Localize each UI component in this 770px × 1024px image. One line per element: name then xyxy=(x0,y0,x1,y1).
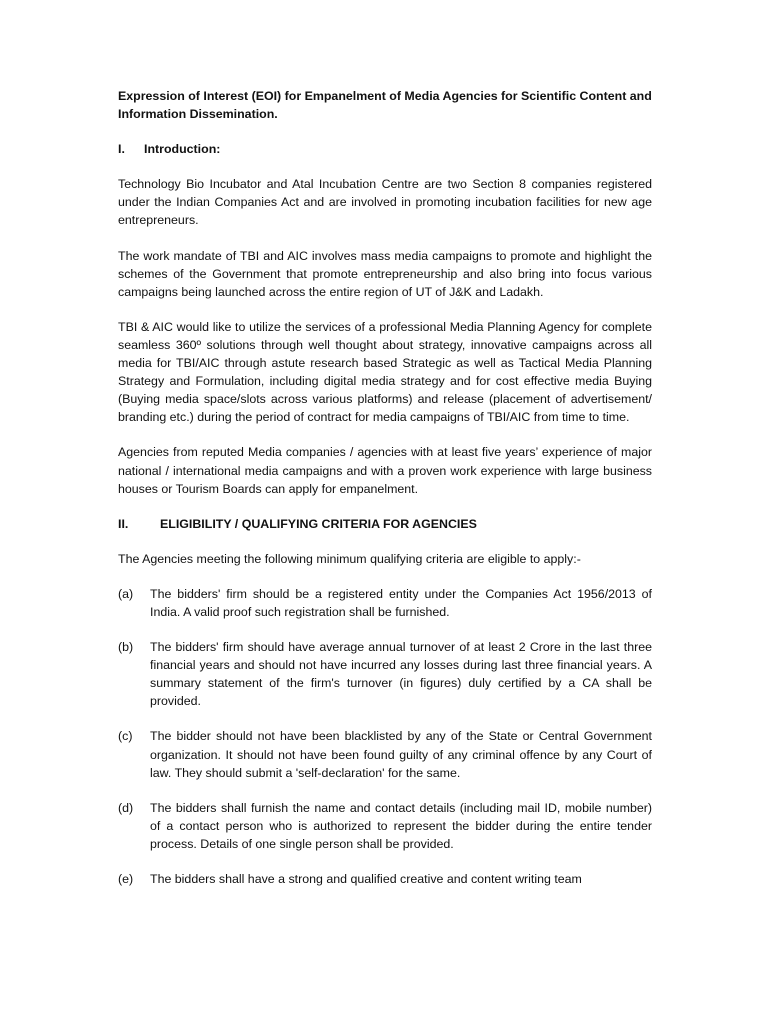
section-title: Introduction: xyxy=(144,142,221,157)
criteria-item-a xyxy=(118,585,652,621)
criteria-item-d xyxy=(118,799,652,853)
criteria-label: (a) xyxy=(118,586,134,601)
section-title: ELIGIBILITY / QUALIFYING CRITERIA FOR AGENCIES xyxy=(160,516,477,531)
criteria-item-c xyxy=(118,727,652,781)
eligibility-intro: The Agencies meeting the following minimum qualifying criteria are eligible to apply:- xyxy=(118,551,581,566)
criteria-label: (d) xyxy=(118,800,134,815)
section-number: II. xyxy=(118,516,129,531)
criteria-label: (c) xyxy=(118,729,133,744)
criteria-item-b xyxy=(118,638,652,710)
criteria-text: The bidders' firm should be a registered entity under the Companies Act 1956/2013 of India. A valid proof such registration shall be furnished. xyxy=(150,586,652,619)
criteria-text: The bidder should not have been blacklisted by any of the State or Central Government organization. It should not have been found guilty of any criminal offence by any Court of law. They should submit a 'self-declaration' for the same. xyxy=(150,729,652,780)
intro-paragraph-1: Technology Bio Incubator and Atal Incubation Centre are two Section 8 companies registered under the Indian Companies Act and are involved in promoting incubation facilities for new age entrepreneurs. xyxy=(118,177,652,228)
intro-paragraph-4: Agencies from reputed Media companies / agencies with at least five years’ experience of major national / international media campaigns and with a proven work experience with large business houses or Tourism Boards can apply for empanelment. xyxy=(118,445,652,496)
criteria-label: (e) xyxy=(118,872,134,886)
criteria-text: The bidders' firm should have average annual turnover of at least 2 Crore in the last three financial years and should not have incurred any losses during last three financial years. A summary statement of the firm's turnover (in figures) duly certified by a CA shall be provided. xyxy=(150,640,652,709)
section-heading-introduction xyxy=(118,140,652,158)
criteria-text: The bidders shall have a strong and qualified creative and content writing team xyxy=(150,872,582,886)
intro-paragraph-2: The work mandate of TBI and AIC involves mass media campaigns to promote and highlight the schemes of the Government that promote entrepreneurship and also bring into focus various campaigns being launched across the entire region of UT of J&K and Ladakh. xyxy=(118,248,652,299)
document-page xyxy=(118,87,652,905)
criteria-text: The bidders shall furnish the name and contact details (including mail ID, mobile number) of a contact person who is authorized to represent the bidder during the entire tender process. Details of one single person shall be provided. xyxy=(150,800,652,851)
section-number: I. xyxy=(118,142,125,157)
criteria-label: (b) xyxy=(118,640,134,655)
intro-paragraph-3: TBI & AIC would like to utilize the services of a professional Media Planning Agency for complete seamless 360º solutions through well thought about strategy, innovative campaigns across all media for TBI/AIC through astute research based Strategic as well as Tactical Media Planning Strategy and Formulation, including digital media strategy and for cost effective media Buying (Buying media space/slots across various platforms) and release (placement of advertisement/ branding etc.) during the period of contract for media campaigns of TBI/AIC from time to time. xyxy=(118,319,652,425)
criteria-item-e xyxy=(118,870,652,888)
section-heading-eligibility xyxy=(118,515,652,533)
document-title: Expression of Interest (EOI) for Empanelment of Media Agencies for Scientific Content and Information Dissemination. xyxy=(118,89,652,122)
